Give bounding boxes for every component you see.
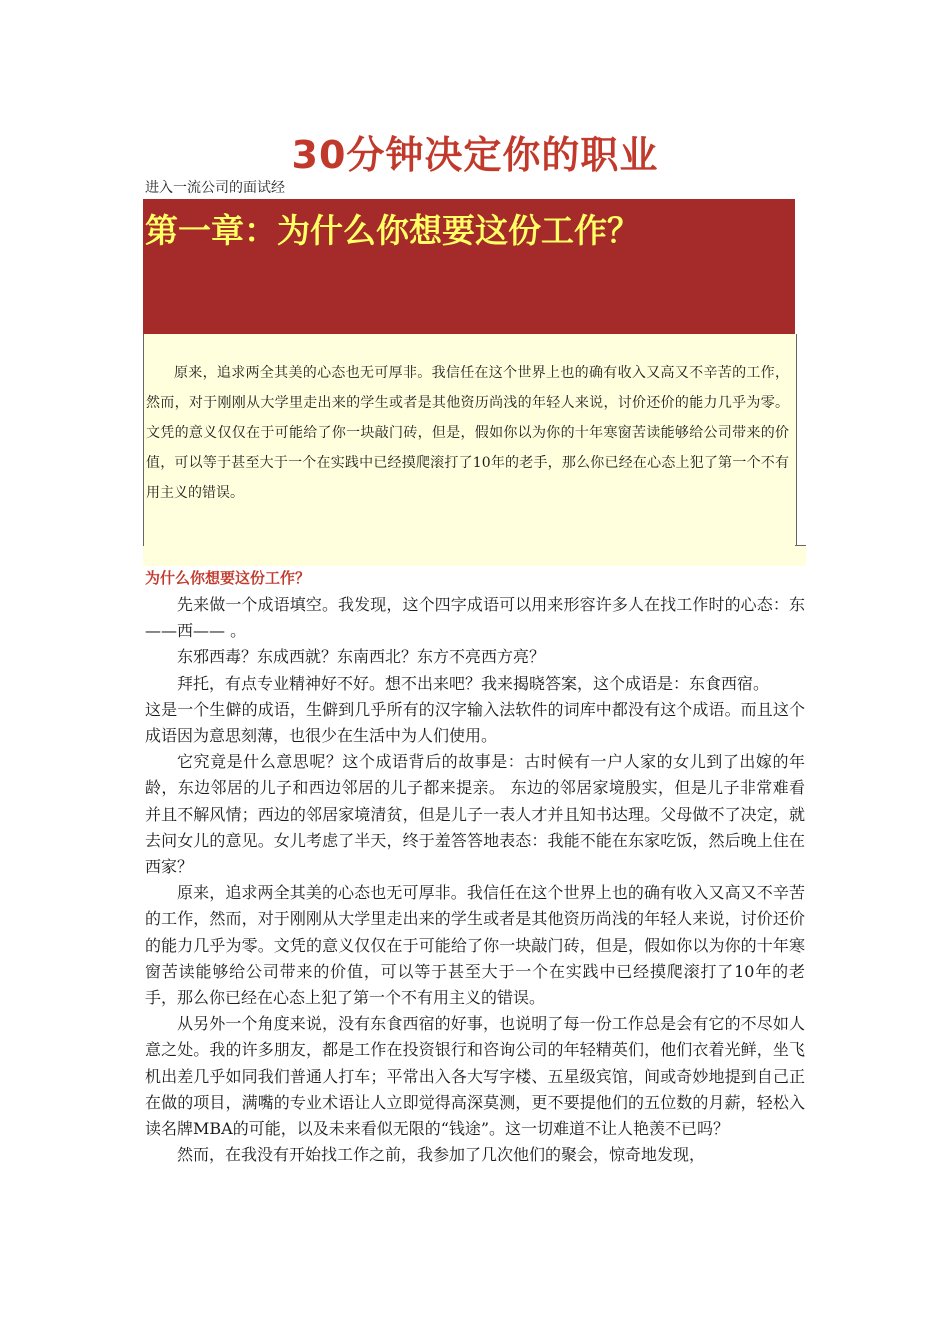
section-body [145,592,805,1168]
body-paragraph: 先来做一个成语填空。我发现，这个四字成语可以用来形容许多人在找工作时的心态：东——西—— 。 [145,595,805,641]
body-paragraph: 东邪西毒？东成西就？东南西北？东方不亮西方亮？ [177,647,546,667]
section-heading: 为什么你想要这份工作？ [145,569,311,587]
body-paragraph: 然而，在我没有开始找工作之前，我参加了几次他们的聚会，惊奇地发现， [177,1145,706,1165]
body-paragraph: 它究竟是什么意思呢？这个成语背后的故事是：古时候有一户人家的女儿到了出嫁的年龄，东边邻居的儿子和西边邻居的儿子都来提亲。 东边的邻居家境殷实，但是儿子非常难看并且不解风情；西边的邻居家境清贫，但是儿子一表人才并且知书达理。父母做不了决定，就去问女儿的意见。女儿考虑了半天，终于羞答答地表态：我能不能在东家吃饭，然后晚上住在西家？ [145,752,805,877]
document-subtitle: 进入一流公司的面试经 [145,180,285,196]
divider [795,545,806,546]
body-paragraph: 原来，追求两全其美的心态也无可厚非。我信任在这个世界上也的确有收入又高又不辛苦的工作，然而，对于刚刚从大学里走出来的学生或者是其他资历尚浅的年轻人来说，讨价还价的能力几乎为零。文凭的意义仅仅在于可能给了你一块敲门砖，但是，假如你以为你的十年寒窗苦读能够给公司带来的价值，可以等于甚至大于一个在实践中已经摸爬滚打了10年的老手，那么你已经在心态上犯了第一个不有用主义的错误。 [145,883,805,1008]
chapter-quote-box-tail [143,546,806,566]
chapter-banner [143,199,795,334]
body-paragraph: 拜托，有点专业精神好不好。想不出来吧？我来揭晓答案，这个成语是：东食西宿。 [177,673,770,693]
body-paragraph: 从另外一个角度来说，没有东食西宿的好事，也说明了每一份工作总是会有它的不尽如人意之处。我的许多朋友，都是工作在投资银行和咨询公司的年轻精英们，他们衣着光鲜，坐飞机出差几乎如同我们普通人打车；平常出入各大写字楼、五星级宾馆，间或奇妙地提到自己正在做的项目，满嘴的专业术语让人立即觉得高深莫测，更不要提他们的五位数的月薪，轻松入读名牌MBA的可能，以及未来看似无限的“钱途”。这一切难道不让人艳羡不已吗？ [145,1014,805,1139]
body-paragraph: 这是一个生僻的成语，生僻到几乎所有的汉字输入法软件的词库中都没有这个成语。而且这个成语因为意思刻薄，也很少在生活中为人们使用。 [145,699,805,746]
chapter-title: 第一章：为什么你想要这份工作？ [145,211,640,250]
chapter-quote-text: 原来，追求两全其美的心态也无可厚非。我信任在这个世界上也的确有收入又高又不辛苦的工作，然而，对于刚刚从大学里走出来的学生或者是其他资历尚浅的年轻人来说，讨价还价的能力几乎为零。文凭的意义仅仅在于可能给了你一块敲门砖，但是，假如你以为你的十年寒窗苦读能够给公司带来的价值，可以等于甚至大于一个在实践中已经摸爬滚打了10年的老手，那么你已经在心态上犯了第一个不有用主义的错误。 [146,365,789,501]
document-title: 30分钟决定你的职业 [291,133,659,177]
